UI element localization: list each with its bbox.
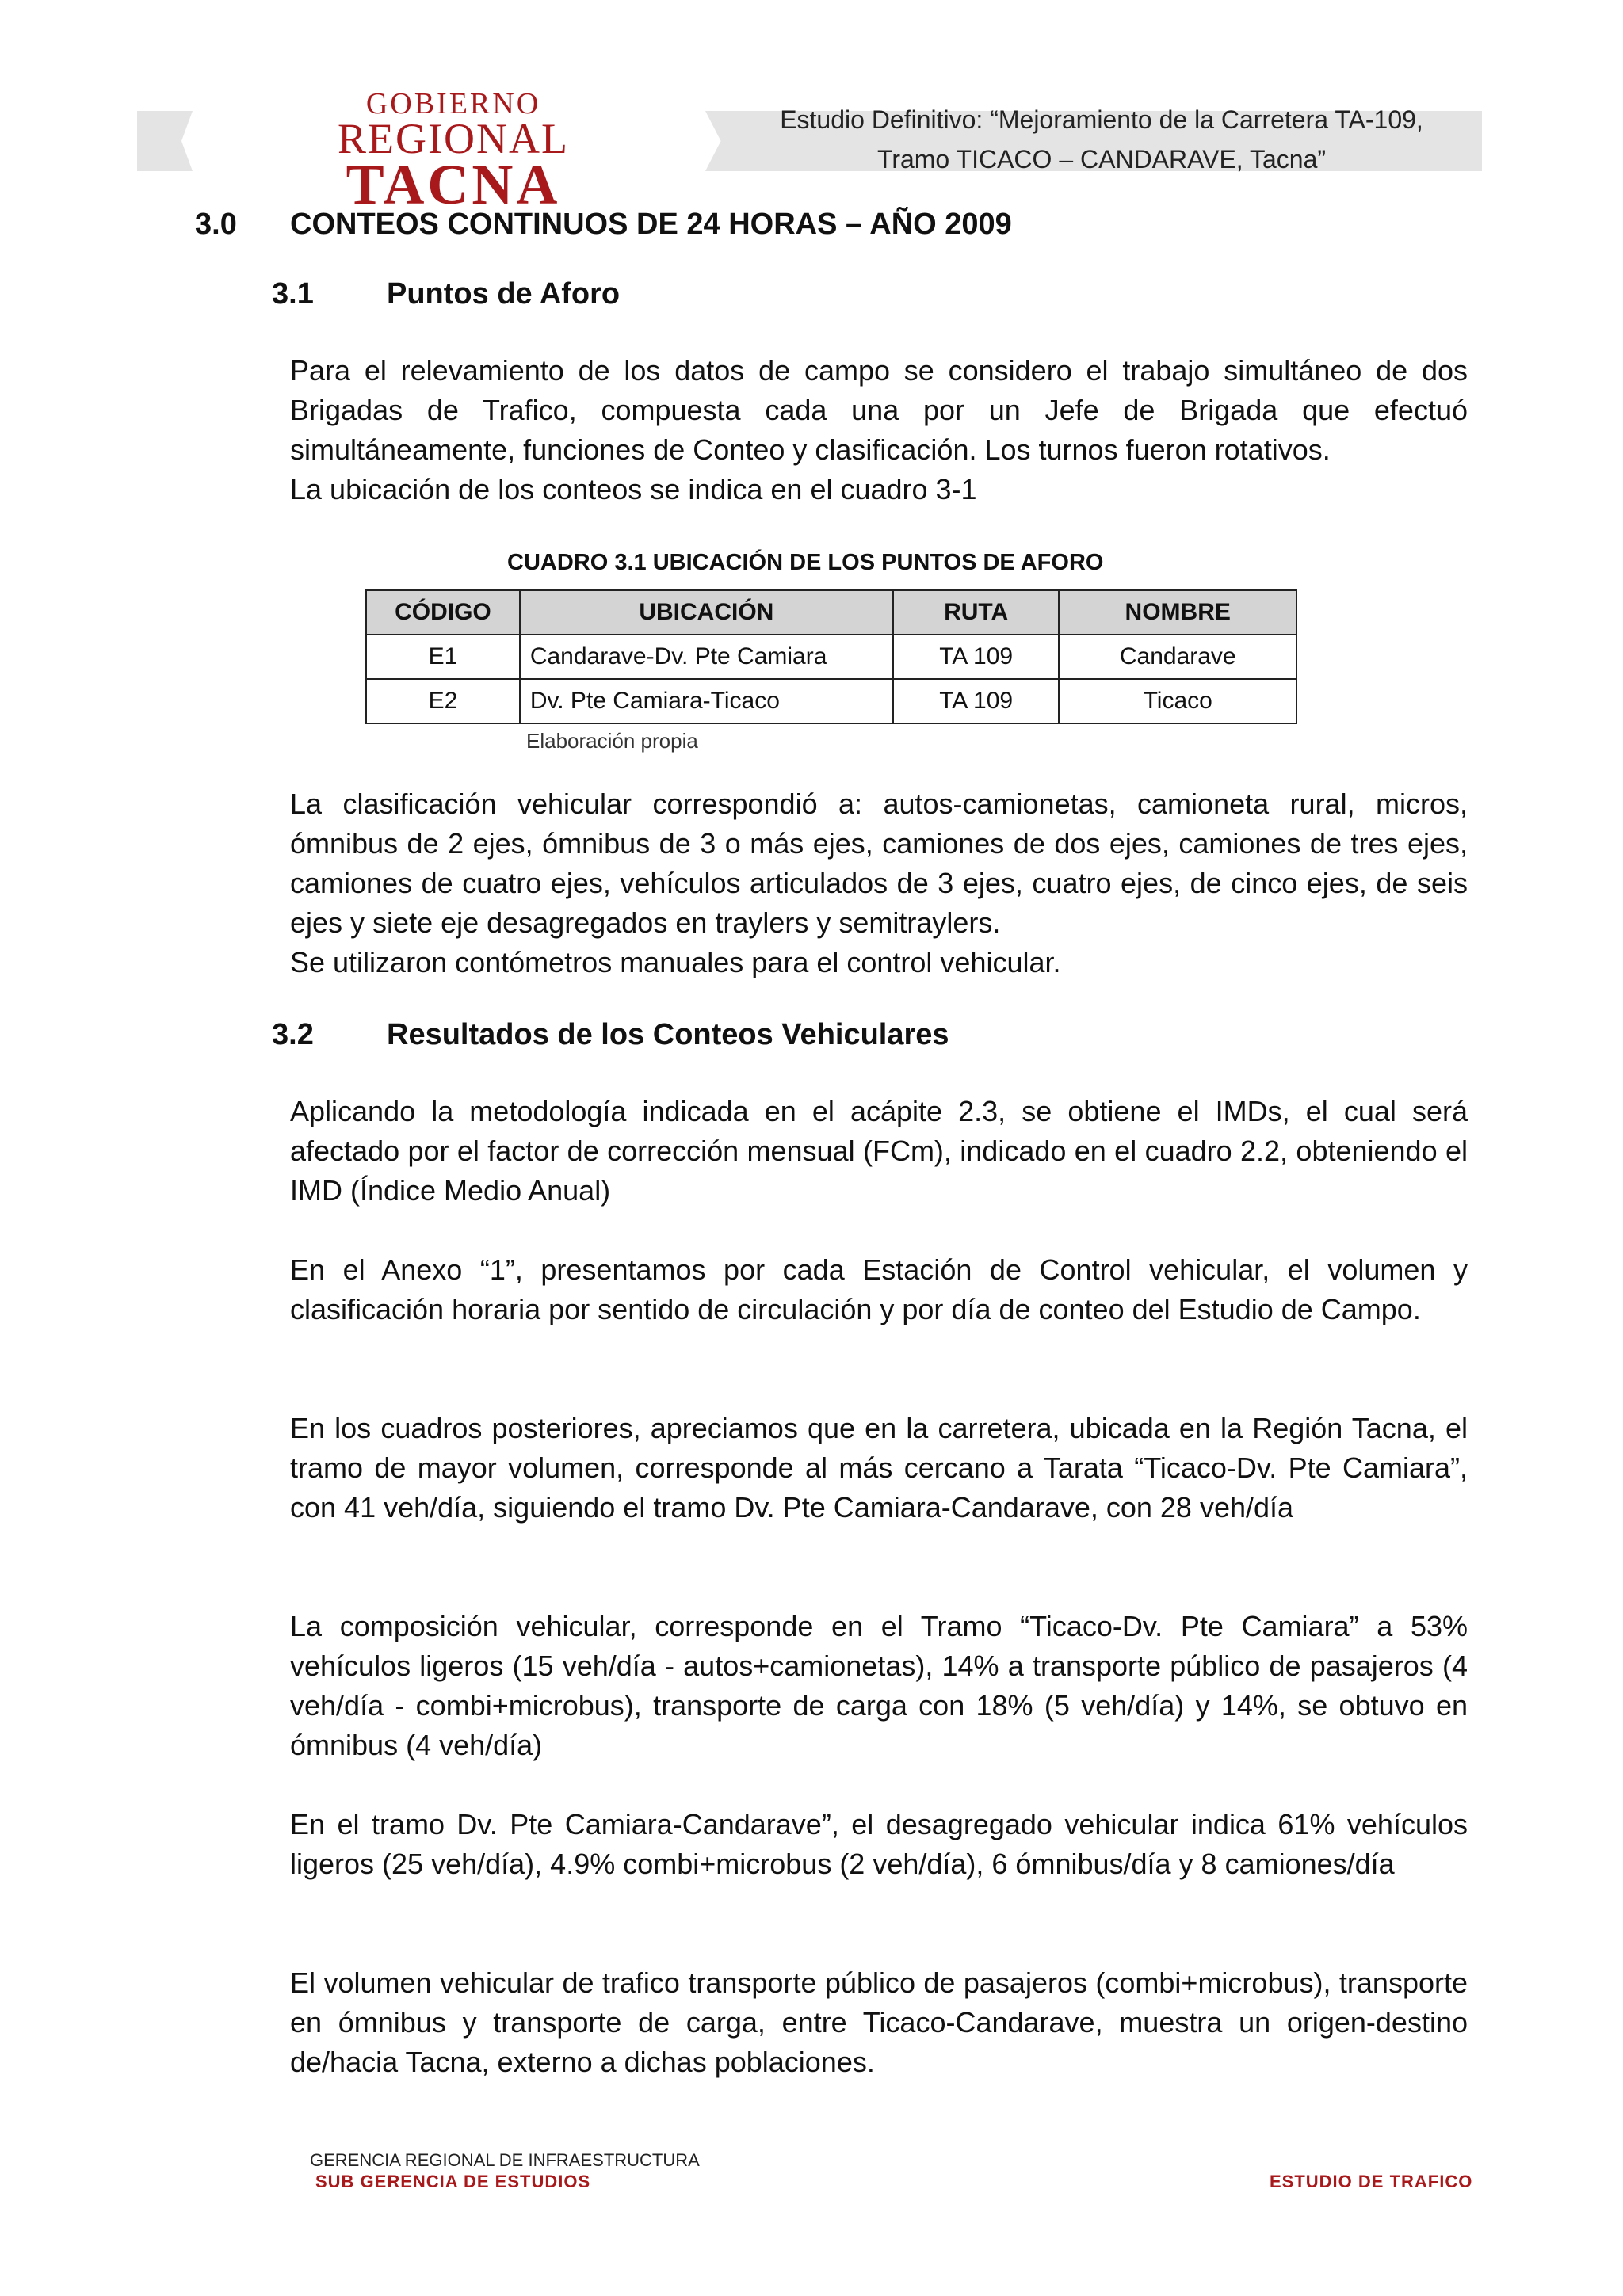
paragraph-origen-destino: El volumen vehicular de trafico transporte público de pasajeros (combi+microbus), transporte en ómnibus y transporte de carga, entre Ticaco-Candarave, muestra un origen-destino de/hacia Tacna, externo a dichas poblaciones. xyxy=(290,1966,1468,2078)
paragraph-contometros: Se utilizaron contómetros manuales para el control vehicular. xyxy=(290,946,1061,978)
table-cell: Ticaco xyxy=(1059,679,1296,723)
table-header-codigo: CÓDIGO xyxy=(366,590,520,635)
header-title-line-1: Estudio Definitivo: “Mejoramiento de la Carretera TA-109, xyxy=(780,105,1423,134)
section-title: CONTEOS CONTINUOS DE 24 HORAS – AÑO 2009 xyxy=(290,208,1012,241)
paragraph-aforo-intro: Para el relevamiento de los datos de campo se considero el trabajo simultáneo de dos Brigadas de Trafico, compuesta cada una por un Jefe de Brigada que efectuó simultáneamente, funciones de Conteo y clasificación. Los turnos fueron rotativos. xyxy=(290,354,1468,466)
subsection-3-1-title: Puntos de Aforo xyxy=(387,277,621,311)
table-cell: E1 xyxy=(366,635,520,679)
table-cell: Candarave xyxy=(1059,635,1296,679)
paragraph-clasificacion: La clasificación vehicular correspondió a: autos-camionetas, camioneta rural, micros, ómnibus de 2 ejes, ómnibus de 3 o más ejes, camiones de dos ejes, camiones de tres ejes, camiones de cuatro ejes, vehículos articulados de 3 ejes, cuatro ejes, de cinco ejes, de seis ejes y siete eje desagregados en traylers y semitraylers. xyxy=(290,788,1468,939)
subsection-3-2-title: Resultados de los Conteos Vehiculares xyxy=(387,1018,949,1051)
gobierno-regional-tacna-logo xyxy=(295,87,612,216)
table-row xyxy=(366,679,1296,723)
paragraph-volumen: En los cuadros posteriores, apreciamos que en la carretera, ubicada en la Región Tacna, el tramo de mayor volumen, corresponde al más cercano a Tarata “Ticaco-Dv. Pte Camiara”, con 41 veh/día, siguiendo el tramo Dv. Pte Camiara-Candarave, con 28 veh/día xyxy=(290,1412,1468,1524)
paragraph-metodologia: Aplicando la metodología indicada en el acápite 2.3, se obtiene el IMDs, el cual será afectado por el factor de corrección mensual (FCm), indicado en el cuadro 2.2, obteniendo el IMD (Índice Medio Anual) xyxy=(290,1095,1468,1207)
footer-gerencia: GERENCIA REGIONAL DE INFRAESTRUCTURA xyxy=(310,2150,700,2170)
table-header-row xyxy=(366,590,1296,635)
table-header-ubicacion: UBICACIÓN xyxy=(520,590,893,635)
section-number: 3.0 xyxy=(195,208,237,241)
header-study-title xyxy=(729,100,1474,179)
aforo-locations-table xyxy=(365,589,1297,724)
table-cell: E2 xyxy=(366,679,520,723)
table-cell: TA 109 xyxy=(893,635,1060,679)
table-header-ruta: RUTA xyxy=(893,590,1060,635)
header-band-left xyxy=(137,111,193,171)
subsection-3-2-number: 3.2 xyxy=(272,1018,314,1051)
table-source-note: Elaboración propia xyxy=(526,729,698,753)
table-cell: TA 109 xyxy=(893,679,1060,723)
logo-line-3: TACNA xyxy=(346,153,561,216)
header-title-line-2: Tramo TICACO – CANDARAVE, Tacna” xyxy=(876,145,1327,174)
logo-line-1: GOBIERNO xyxy=(365,87,541,120)
table-caption: CUADRO 3.1 UBICACIÓN DE LOS PUNTOS DE AFORO xyxy=(507,550,1104,575)
footer-sub-gerencia: SUB GERENCIA DE ESTUDIOS xyxy=(315,2172,591,2191)
paragraph-anexo: En el Anexo “1”, presentamos por cada Estación de Control vehicular, el volumen y clasificación horaria por sentido de circulación y por día de conteo del Estudio de Campo. xyxy=(290,1253,1468,1325)
subsection-3-1-number: 3.1 xyxy=(272,277,314,311)
table-cell: Dv. Pte Camiara-Ticaco xyxy=(520,679,893,723)
table-header-nombre: NOMBRE xyxy=(1059,590,1296,635)
paragraph-ubicacion: La ubicación de los conteos se indica en el cuadro 3-1 xyxy=(290,473,977,505)
paragraph-desagregado: En el tramo Dv. Pte Camiara-Candarave”, el desagregado vehicular indica 61% vehículos ligeros (25 veh/día), 4.9% combi+microbus (2 veh/día), 6 ómnibus/día y 8 camiones/día xyxy=(290,1808,1468,1880)
logo-line-2: REGIONAL xyxy=(338,115,569,162)
footer-study-name: ESTUDIO DE TRAFICO xyxy=(1270,2172,1473,2191)
table-cell: Candarave-Dv. Pte Camiara xyxy=(520,635,893,679)
paragraph-composicion: La composición vehicular, corresponde en el Tramo “Ticaco-Dv. Pte Camiara” a 53% vehículos ligeros (15 veh/día - autos+camionetas), 14% a transporte público de pasajeros (4 veh/día - combi+microbus), transporte de carga con 18% (5 veh/día) y 14%, se obtuvo en ómnibus (4 veh/día) xyxy=(290,1610,1468,1761)
table-row xyxy=(366,635,1296,679)
